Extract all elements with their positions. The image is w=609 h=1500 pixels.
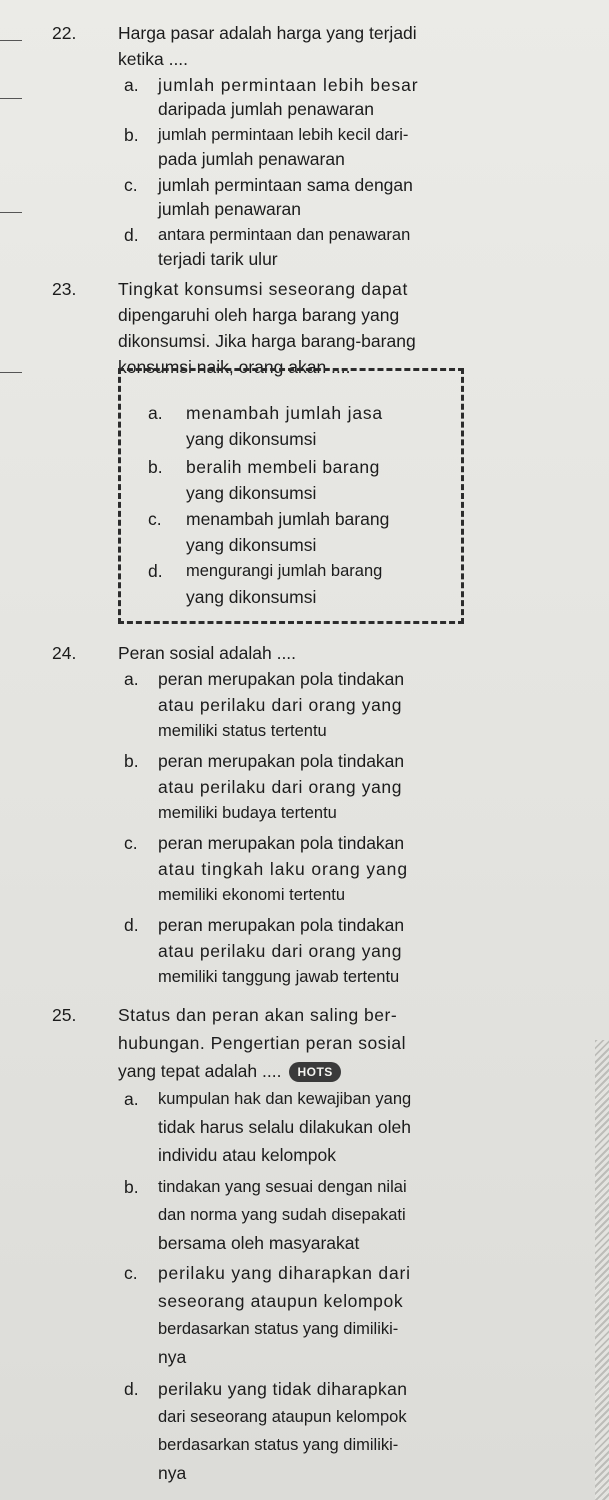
question-stem-line (118, 1060, 341, 1082)
option-text-line: atau perilaku dari orang yang (158, 941, 403, 961)
option-text-line: bersama oleh masyarakat (158, 1233, 360, 1253)
option-text-line: kumpulan hak dan kewajiban yang (158, 1090, 412, 1108)
margin-tick (0, 40, 22, 41)
page-edge-shadow (595, 1040, 609, 1500)
option-text-line: atau tingkah laku orang yang (158, 859, 408, 879)
option-text-line: menambah jumlah jasa (186, 403, 383, 423)
question-stem-line: dikonsumsi. Jika harga barang-barang (118, 331, 416, 351)
question-number: 24. (52, 643, 77, 663)
option-letter: b. (124, 125, 139, 145)
option-text-line: memiliki ekonomi tertentu (158, 886, 346, 904)
question-number: 22. (52, 23, 77, 43)
question-stem-line: Peran sosial adalah .... (118, 643, 297, 663)
option-letter: c. (124, 833, 138, 853)
margin-tick (0, 98, 22, 99)
option-text-line: mengurangi jumlah barang (186, 562, 383, 580)
option-text-line: yang dikonsumsi (186, 587, 317, 607)
option-text-line: jumlah permintaan lebih besar (158, 75, 419, 95)
option-letter: a. (124, 75, 139, 95)
option-text-line: nya (158, 1463, 187, 1483)
option-text-line: peran merupakan pola tindakan (158, 751, 405, 771)
question-stem-text: yang tepat adalah .... (118, 1061, 282, 1081)
option-text-line: tidak harus selalu dilakukan oleh (158, 1117, 411, 1137)
option-text-line: tindakan yang sesuai dengan nilai (158, 1178, 407, 1196)
option-text-line: memiliki budaya tertentu (158, 804, 337, 822)
option-text-line: peran merupakan pola tindakan (158, 833, 405, 853)
option-letter: d. (148, 561, 163, 581)
option-letter: b. (124, 1177, 139, 1197)
option-text-line: pada jumlah penawaran (158, 149, 345, 169)
option-text-line: peran merupakan pola tindakan (158, 669, 405, 689)
option-letter: c. (124, 1263, 138, 1283)
option-text-line: perilaku yang diharapkan dari (158, 1263, 411, 1283)
option-letter: a. (124, 669, 139, 689)
hots-badge: HOTS (289, 1062, 340, 1082)
question-number: 25. (52, 1005, 77, 1025)
option-text-line: yang dikonsumsi (186, 535, 317, 555)
option-text-line: atau perilaku dari orang yang (158, 777, 403, 797)
question-stem-line: hubungan. Pengertian peran sosial (118, 1033, 406, 1053)
option-text-line: dan norma yang sudah disepakati (158, 1206, 406, 1224)
option-text-line: individu atau kelompok (158, 1145, 337, 1165)
option-letter: b. (124, 751, 139, 771)
option-text-line: jumlah permintaan sama dengan (158, 175, 413, 195)
option-text-line: perilaku yang tidak diharapkan (158, 1379, 408, 1399)
question-stem-line: dipengaruhi oleh harga barang yang (118, 305, 400, 325)
option-text-line: antara permintaan dan penawaran (158, 226, 411, 244)
margin-tick (0, 372, 22, 373)
option-letter: d. (124, 915, 139, 935)
question-stem-line: Tingkat konsumsi seseorang dapat (118, 279, 408, 299)
option-letter: d. (124, 1379, 139, 1399)
option-letter: d. (124, 225, 139, 245)
option-text-line: nya (158, 1347, 187, 1367)
option-text-line: memiliki tanggung jawab tertentu (158, 968, 400, 986)
margin-tick (0, 212, 22, 213)
option-text-line: peran merupakan pola tindakan (158, 915, 405, 935)
option-letter: a. (148, 403, 163, 423)
question-stem-line: Harga pasar adalah harga yang terjadi (118, 23, 417, 43)
option-text-line: jumlah permintaan lebih kecil dari- (158, 126, 409, 144)
option-letter: b. (148, 457, 163, 477)
option-letter: c. (148, 509, 162, 529)
option-text-line: atau perilaku dari orang yang (158, 695, 403, 715)
question-stem-line: Status dan peran akan saling ber- (118, 1005, 398, 1025)
option-text-line: seseorang ataupun kelompok (158, 1291, 404, 1311)
option-text-line: jumlah penawaran (158, 199, 302, 219)
option-text-line: beralih membeli barang (186, 457, 380, 477)
option-text-line: dari seseorang ataupun kelompok (158, 1408, 407, 1426)
question-stem-line: ketika .... (118, 49, 189, 69)
option-text-line: menambah jumlah barang (186, 509, 390, 529)
option-text-line: yang dikonsumsi (186, 483, 317, 503)
question-stem-line: konsumsi naik, orang akan .... (118, 357, 351, 377)
question-number: 23. (52, 279, 77, 299)
option-text-line: terjadi tarik ulur (158, 249, 278, 269)
option-text-line: berdasarkan status yang dimiliki- (158, 1320, 399, 1338)
option-text-line: berdasarkan status yang dimiliki- (158, 1436, 399, 1454)
option-letter: a. (124, 1089, 139, 1109)
option-text-line: daripada jumlah penawaran (158, 99, 374, 119)
option-text-line: yang dikonsumsi (186, 429, 317, 449)
option-letter: c. (124, 175, 138, 195)
option-text-line: memiliki status tertentu (158, 722, 327, 740)
